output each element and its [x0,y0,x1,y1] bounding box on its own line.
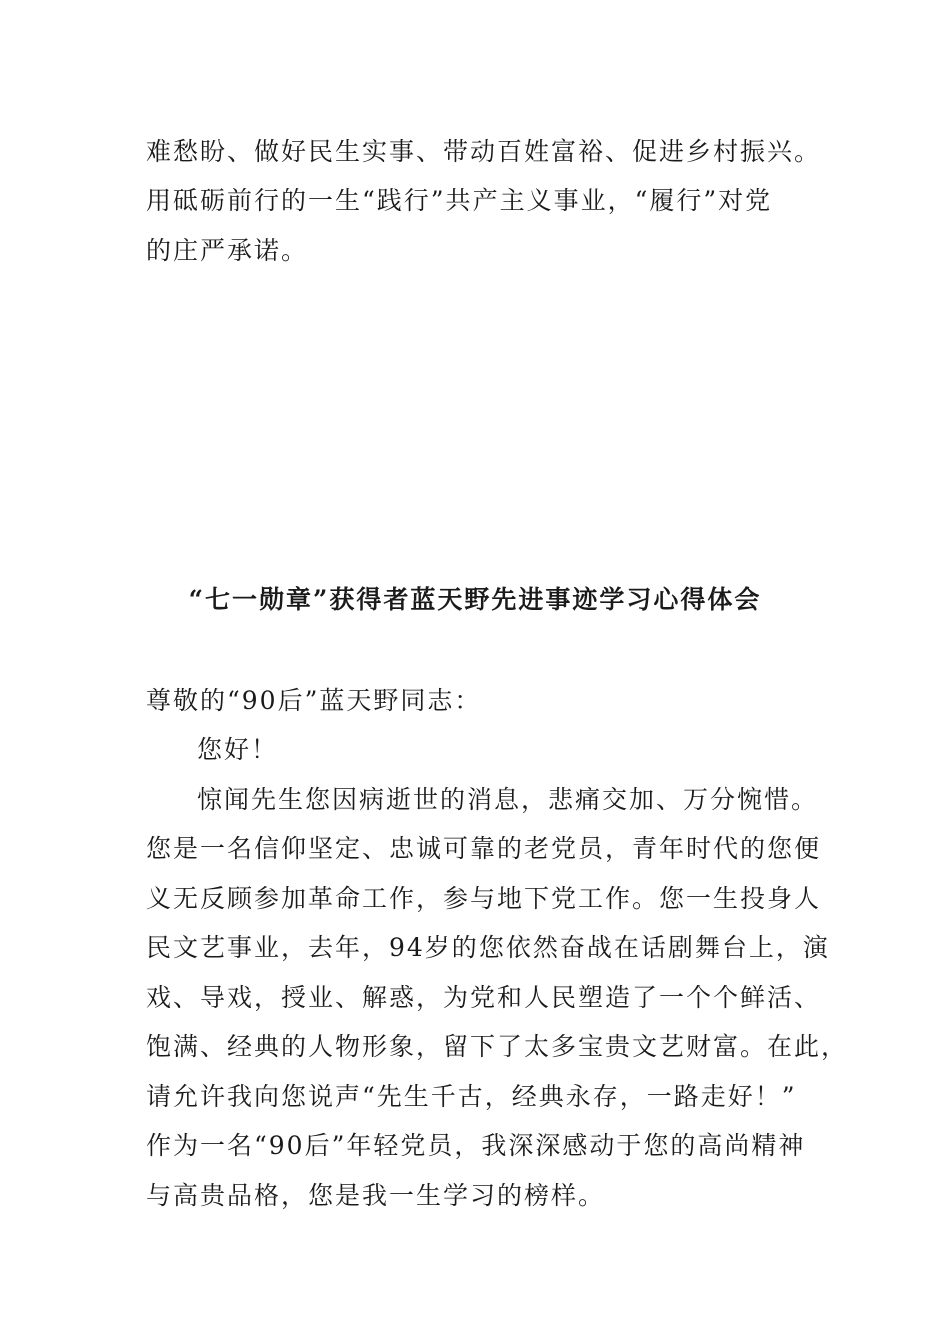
body-line: 与高贵品格，您是我一生学习的榜样。 [146,1181,606,1210]
paragraph-line: 的庄严承诺。 [146,236,309,265]
greeting: 您好！ [197,735,279,764]
body-line: 义无反顾参加革命工作，参与地下党工作。您一生投身人 [146,884,822,913]
body-line: 民文艺事业，去年，94岁的您依然奋战在话剧舞台上，演 [146,933,830,962]
body-line: 请允许我向您说声“先生千古，经典永存，一路走好！” [146,1082,797,1111]
body-line: 惊闻先生您因病逝世的消息，悲痛交加、万分惋惜。 [197,785,819,814]
body-line: 您是一名信仰坚定、忠诚可靠的老党员，青年时代的您便 [146,834,822,863]
body-line: 作为一名“90后”年轻党员，我深深感动于您的高尚精神 [146,1131,806,1160]
body-line: 戏、导戏，授业、解惑，为党和人民塑造了一个个鲜活、 [146,983,822,1012]
paragraph-line: 用砥砺前行的一生“践行”共产主义事业，“履行”对党 [146,186,773,215]
salutation: 尊敬的“90后”蓝天野同志： [146,686,482,715]
body-line: 饱满、经典的人物形象，留下了太多宝贵文艺财富。在此， [146,1032,849,1061]
paragraph-line: 难愁盼、做好民生实事、带动百姓富裕、促进乡村振兴。 [146,137,822,166]
article-title: “七一勋章”获得者蓝天野先进事迹学习心得体会 [188,585,762,614]
